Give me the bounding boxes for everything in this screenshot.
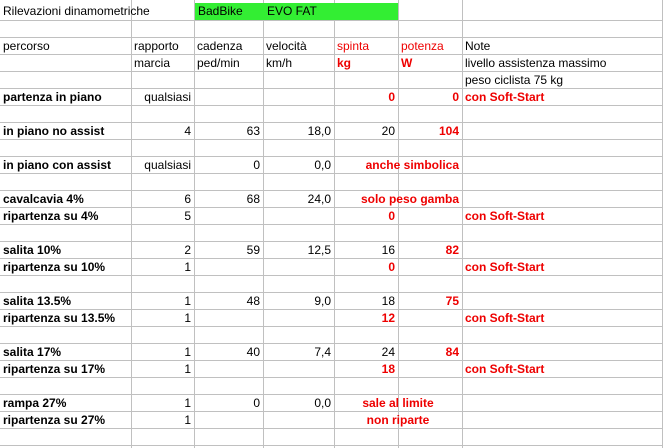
cell-rapporto[interactable]: 6 [184, 192, 191, 206]
cell-spinta[interactable]: 16 [381, 243, 395, 257]
cell-cadenza[interactable]: 0 [253, 396, 260, 410]
row-divider [0, 20, 663, 21]
cell-velocita[interactable]: 18,0 [307, 124, 331, 138]
cell-spinta[interactable]: non riparte [366, 413, 430, 427]
cell-percorso[interactable]: rampa 27% [3, 396, 67, 410]
header-spinta[interactable]: spinta [337, 39, 370, 53]
header-spinta-unit[interactable]: kg [337, 56, 352, 70]
header-velocita[interactable]: velocità [266, 39, 307, 53]
cell-percorso[interactable]: ripartenza su 17% [3, 362, 106, 376]
cell-percorso[interactable]: partenza in piano [3, 90, 102, 104]
cell-note[interactable]: con Soft-Start [465, 90, 545, 104]
cell-rapporto[interactable]: 1 [184, 311, 191, 325]
cell-percorso[interactable]: in piano con assist [3, 158, 112, 172]
header-note[interactable]: Note [465, 39, 491, 53]
cell-potenza[interactable]: 0 [452, 90, 459, 104]
cell-potenza[interactable]: 75 [445, 294, 459, 308]
cell-cadenza[interactable]: 59 [246, 243, 260, 257]
cell-spinta[interactable]: 18 [381, 294, 395, 308]
cell-cadenza[interactable]: 48 [246, 294, 260, 308]
header-potenza-unit[interactable]: W [401, 56, 413, 70]
bike-model[interactable]: EVO FAT [267, 4, 317, 18]
cell-rapporto[interactable]: 2 [184, 243, 191, 257]
header-potenza[interactable]: potenza [401, 39, 444, 53]
cell-spinta[interactable]: solo peso gamba [360, 192, 459, 206]
cell-percorso[interactable]: salita 13.5% [3, 294, 72, 308]
cell-spinta[interactable]: 20 [381, 124, 395, 138]
cell-rapporto[interactable]: 1 [184, 362, 191, 376]
header-rapporto[interactable]: rapporto [134, 39, 179, 53]
cell-potenza[interactable]: 104 [438, 124, 459, 138]
cell-percorso[interactable]: salita 17% [3, 345, 62, 359]
header-cadenza[interactable]: cadenza [197, 39, 243, 53]
sheet-title[interactable]: Rilevazioni dinamometriche [3, 4, 150, 18]
cell-cadenza[interactable]: 63 [246, 124, 260, 138]
cell-percorso[interactable]: ripartenza su 10% [3, 260, 106, 274]
cell-rapporto[interactable]: qualsiasi [144, 158, 191, 172]
row-divider [0, 445, 663, 446]
cell-cadenza[interactable]: 40 [246, 345, 260, 359]
cell-percorso[interactable]: ripartenza su 4% [3, 209, 99, 223]
cell-note[interactable]: con Soft-Start [465, 311, 545, 325]
cell-spinta[interactable]: 0 [388, 209, 395, 223]
cell-rapporto[interactable]: 5 [184, 209, 191, 223]
cell-spinta[interactable]: 0 [388, 90, 395, 104]
cell-rapporto[interactable]: 1 [184, 260, 191, 274]
cell-rapporto[interactable]: qualsiasi [144, 90, 191, 104]
cell-percorso[interactable]: ripartenza su 27% [3, 413, 106, 427]
cell-velocita[interactable]: 24,0 [307, 192, 331, 206]
cell-rapporto[interactable]: 1 [184, 345, 191, 359]
cell-note[interactable]: con Soft-Start [465, 209, 545, 223]
header-marcia[interactable]: marcia [134, 56, 171, 70]
header-percorso[interactable]: percorso [3, 39, 50, 53]
header-velocita-unit[interactable]: km/h [266, 56, 293, 70]
cell-note[interactable]: con Soft-Start [465, 362, 545, 376]
cell-note[interactable]: con Soft-Start [465, 260, 545, 274]
cell-potenza[interactable]: 82 [445, 243, 459, 257]
cell-velocita[interactable]: 0,0 [314, 158, 331, 172]
cell-velocita[interactable]: 0,0 [314, 396, 331, 410]
cell-cadenza[interactable]: 0 [253, 158, 260, 172]
cell-percorso[interactable]: cavalcavia 4% [3, 192, 84, 206]
cell-percorso[interactable]: in piano no assist [3, 124, 105, 138]
header-note-assistenza[interactable]: livello assistenza massimo [465, 56, 607, 70]
cell-percorso[interactable]: salita 10% [3, 243, 62, 257]
cell-spinta[interactable]: 24 [381, 345, 395, 359]
cell-cadenza[interactable]: 68 [246, 192, 260, 206]
cell-velocita[interactable]: 7,4 [314, 345, 331, 359]
cell-spinta[interactable]: anche simbolica [365, 158, 459, 172]
cell-percorso[interactable]: ripartenza su 13.5% [3, 311, 116, 325]
bike-brand[interactable]: BadBike [198, 4, 243, 18]
cell-rapporto[interactable]: 1 [184, 396, 191, 410]
header-cadenza-unit[interactable]: ped/min [197, 56, 240, 70]
cell-rapporto[interactable]: 1 [184, 294, 191, 308]
cell-spinta[interactable]: 0 [388, 260, 395, 274]
cell-potenza[interactable]: 84 [445, 345, 459, 359]
header-note-peso[interactable]: peso ciclista 75 kg [465, 73, 564, 87]
cell-velocita[interactable]: 9,0 [314, 294, 331, 308]
cell-spinta[interactable]: 12 [381, 311, 395, 325]
cell-rapporto[interactable]: 1 [184, 413, 191, 427]
cell-spinta[interactable]: 18 [381, 362, 395, 376]
cell-spinta[interactable]: sale al limite [362, 396, 434, 410]
cell-rapporto[interactable]: 4 [184, 124, 191, 138]
cell-velocita[interactable]: 12,5 [307, 243, 331, 257]
